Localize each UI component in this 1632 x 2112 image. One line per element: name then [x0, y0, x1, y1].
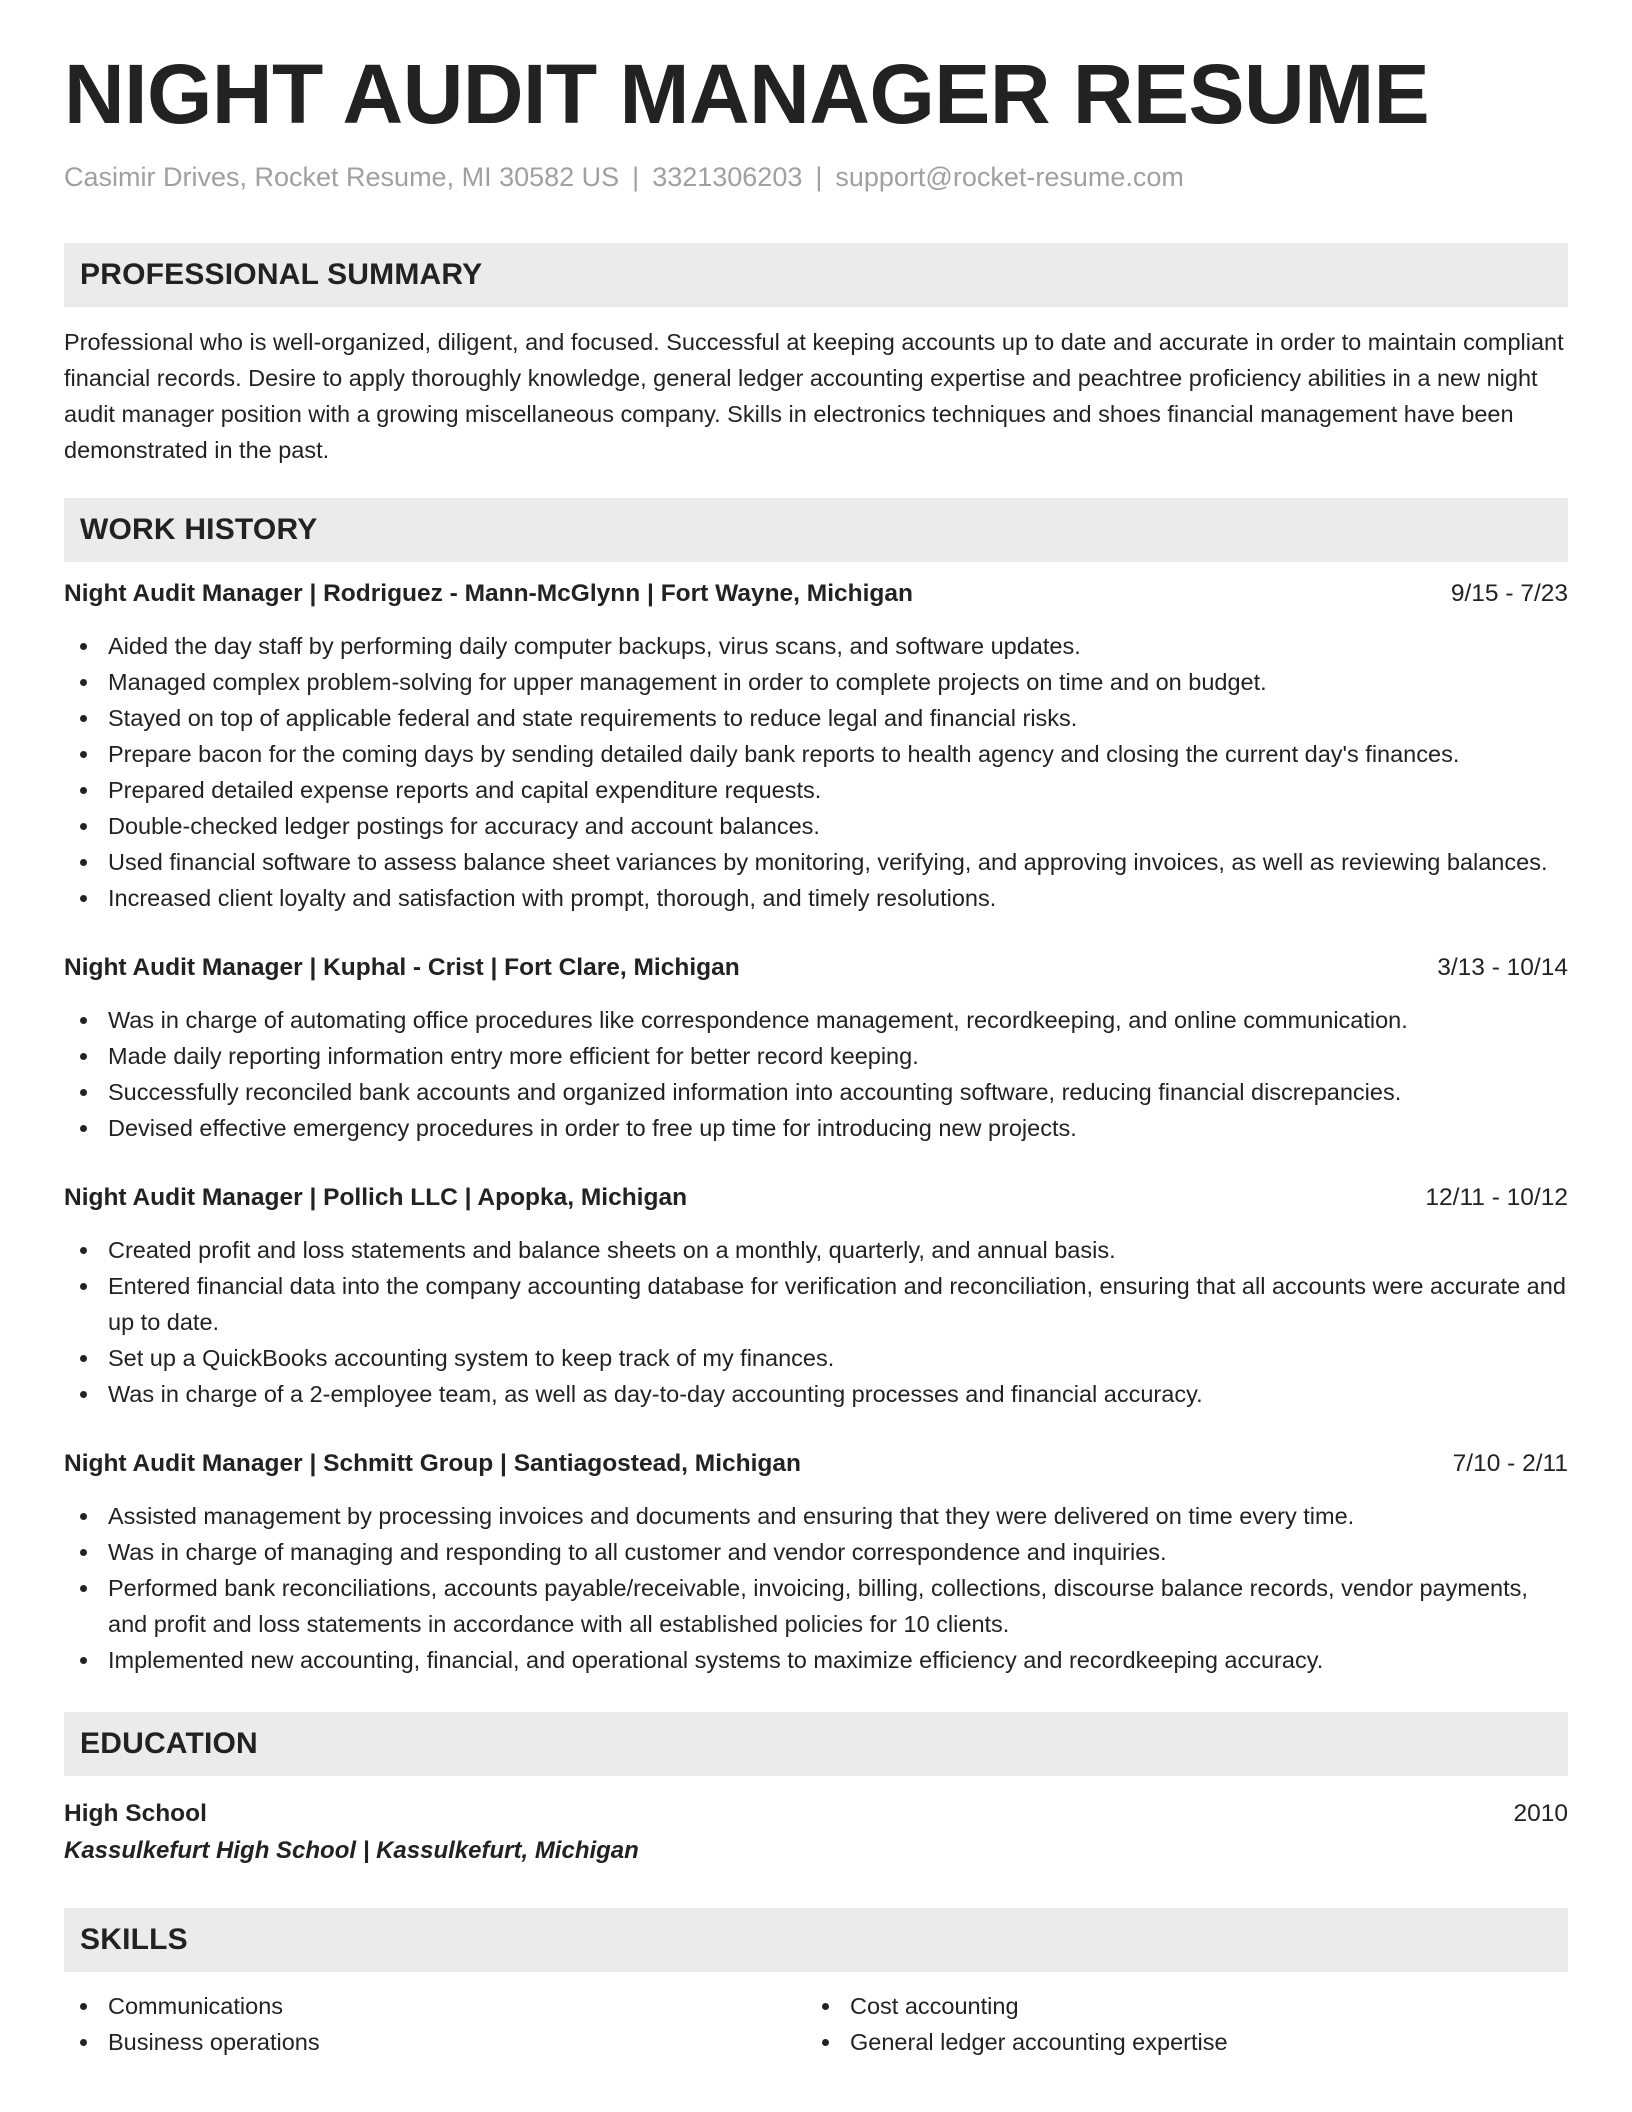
job-bullet-list	[64, 628, 1568, 916]
job-bullet: Was in charge of managing and responding to all customer and vendor correspondence and inquiries.	[108, 1534, 1568, 1570]
job-header	[64, 950, 1568, 986]
job-bullet: Prepare bacon for the coming days by sending detailed daily bank reports to health agency and closing the current day's finances.	[108, 736, 1568, 772]
job-entry	[64, 1446, 1568, 1678]
resume-title: NIGHT AUDIT MANAGER RESUME	[64, 47, 1430, 141]
job-dates: 7/10 - 2/11	[1452, 1450, 1568, 1477]
job-bullet: Prepared detailed expense reports and capital expenditure requests.	[108, 772, 1568, 808]
education-section-header	[64, 1712, 1568, 1776]
skills-list-right	[806, 1988, 1548, 2060]
job-bullet: Devised effective emergency procedures in order to free up time for introducing new projects.	[108, 1110, 1568, 1146]
skill-item: Business operations	[108, 2024, 806, 2060]
contact-separator: |	[815, 162, 823, 192]
job-bullet-list	[64, 1232, 1568, 1412]
skill-item: General ledger accounting expertise	[850, 2024, 1548, 2060]
job-dates: 3/13 - 10/14	[1437, 954, 1568, 981]
contact-separator: |	[632, 162, 640, 192]
job-bullet: Was in charge of automating office procedures like correspondence management, recordkeeping, and online communication.	[108, 1002, 1568, 1038]
job-header	[64, 1180, 1568, 1216]
work-section-header	[64, 498, 1568, 562]
skills-section-header	[64, 1908, 1568, 1972]
job-bullet: Made daily reporting information entry more efficient for better record keeping.	[108, 1038, 1568, 1074]
job-bullet: Stayed on top of applicable federal and state requirements to reduce legal and financial risks.	[108, 700, 1568, 736]
job-header	[64, 1446, 1568, 1482]
education-degree: High School	[64, 1800, 207, 1827]
job-title: Night Audit Manager | Kuphal - Crist | Fort Clare, Michigan	[64, 954, 740, 981]
skills-heading: SKILLS	[80, 1923, 188, 1956]
education-heading: EDUCATION	[80, 1727, 258, 1760]
job-title: Night Audit Manager | Pollich LLC | Apopka, Michigan	[64, 1184, 688, 1211]
job-bullet: Managed complex problem-solving for upper management in order to complete projects on time and on budget.	[108, 664, 1568, 700]
job-entry	[64, 576, 1568, 916]
job-header	[64, 576, 1568, 612]
job-entry	[64, 950, 1568, 1146]
skill-item: Communications	[108, 1988, 806, 2024]
job-bullet-list	[64, 1002, 1568, 1146]
education-entry	[64, 1796, 1568, 1832]
job-bullet: Aided the day staff by performing daily computer backups, virus scans, and software updates.	[108, 628, 1568, 664]
skills-grid	[64, 1988, 1568, 2060]
job-title: Night Audit Manager | Schmitt Group | Santiagostead, Michigan	[64, 1450, 801, 1477]
job-bullet: Successfully reconciled bank accounts and organized information into accounting software, reducing financial discrepancies.	[108, 1074, 1568, 1110]
job-dates: 9/15 - 7/23	[1450, 580, 1568, 607]
job-bullet: Assisted management by processing invoices and documents and ensuring that they were delivered on time every time.	[108, 1498, 1568, 1534]
job-bullet: Created profit and loss statements and balance sheets on a monthly, quarterly, and annual basis.	[108, 1232, 1568, 1268]
skills-list-left	[64, 1988, 806, 2060]
job-bullet: Used financial software to assess balance sheet variances by monitoring, verifying, and approving invoices, as well as reviewing balances.	[108, 844, 1568, 880]
contact-line	[64, 162, 1568, 193]
job-bullet: Implemented new accounting, financial, and operational systems to maximize efficiency and recordkeeping accuracy.	[108, 1642, 1568, 1678]
work-heading: WORK HISTORY	[80, 513, 318, 546]
job-bullet: Increased client loyalty and satisfaction with prompt, thorough, and timely resolutions.	[108, 880, 1568, 916]
contact-email: support@rocket-resume.com	[835, 162, 1184, 192]
job-entry	[64, 1180, 1568, 1412]
job-bullet-list	[64, 1498, 1568, 1678]
skill-item: Cost accounting	[850, 1988, 1548, 2024]
education-year: 2010	[1513, 1800, 1568, 1827]
job-bullet: Was in charge of a 2-employee team, as well as day-to-day accounting processes and financial accuracy.	[108, 1376, 1568, 1412]
job-bullet: Performed bank reconciliations, accounts payable/receivable, invoicing, billing, collections, discourse balance records, vendor payments, and profit and loss statements in accordance with all established policies for 10 clients.	[108, 1570, 1568, 1642]
contact-phone: 3321306203	[652, 162, 803, 192]
education-school: Kassulkefurt High School | Kassulkefurt, Michigan	[64, 1837, 639, 1864]
summary-heading: PROFESSIONAL SUMMARY	[80, 258, 483, 291]
job-dates: 12/11 - 10/12	[1425, 1184, 1568, 1211]
summary-text: Professional who is well-organized, diligent, and focused. Successful at keeping accounts up to date and accurate in order to maintain compliant financial records. Desire to apply thoroughly knowledge, general ledger accounting expertise and peachtree proficiency abilities in a new night audit manager position with a growing miscellaneous company. Skills in electronics techniques and shoes financial management have been demonstrated in the past.	[64, 329, 1564, 463]
contact-address: Casimir Drives, Rocket Resume, MI 30582 US	[64, 162, 620, 192]
summary-section-header	[64, 243, 1568, 307]
job-title: Night Audit Manager | Rodriguez - Mann-McGlynn | Fort Wayne, Michigan	[64, 580, 913, 607]
job-bullet: Entered financial data into the company accounting database for verification and reconciliation, ensuring that all accounts were accurate and up to date.	[108, 1268, 1568, 1340]
job-bullet: Set up a QuickBooks accounting system to keep track of my finances.	[108, 1340, 1568, 1376]
job-bullet: Double-checked ledger postings for accuracy and account balances.	[108, 808, 1568, 844]
